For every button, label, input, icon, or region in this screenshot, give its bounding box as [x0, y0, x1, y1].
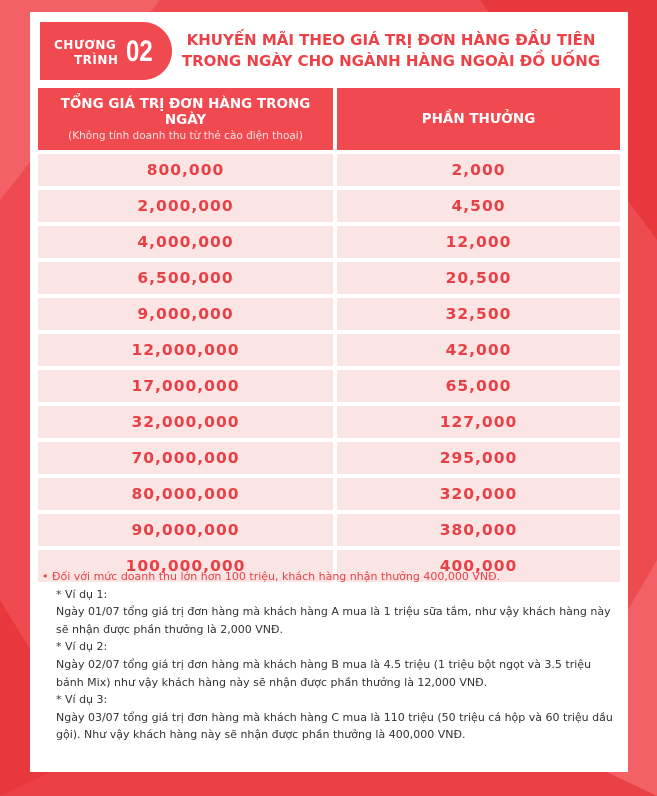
order-value-cell: 17,000,000: [38, 370, 333, 402]
reward-cell: 127,000: [337, 406, 620, 438]
table-row: [38, 514, 620, 546]
order-value-cell: 2,000,000: [38, 190, 333, 222]
order-value-cell: 800,000: [38, 154, 333, 186]
title-line2: TRONG NGÀY CHO NGÀNH HÀNG NGOÀI ĐỒ UỐNG: [181, 52, 601, 70]
header-reward: PHẦN THƯỞNG: [337, 88, 620, 150]
notes-section: [42, 568, 622, 744]
reward-cell: 320,000: [337, 478, 620, 510]
order-value-cell: 4,000,000: [38, 226, 333, 258]
promo-card: [30, 12, 628, 772]
table-row: [38, 154, 620, 186]
order-value-cell: 100,000,000: [38, 550, 333, 582]
header-order-value-label: TỔNG GIÁ TRỊ ĐƠN HÀNG TRONG NGÀY: [60, 96, 311, 128]
table-row: [38, 406, 620, 438]
program-badge: [40, 22, 172, 80]
order-value-cell: 6,500,000: [38, 262, 333, 294]
header-order-value-note: (Không tính doanh thu từ thẻ cào điện thoại): [68, 130, 303, 142]
table-row: [38, 226, 620, 258]
reward-cell: 42,000: [337, 334, 620, 366]
order-value-cell: 12,000,000: [38, 334, 333, 366]
table-row: [38, 478, 620, 510]
badge-number: 02: [126, 35, 153, 68]
example-1-body: Ngày 01/07 tổng giá trị đơn hàng mà khách hàng A mua là 1 triệu sữa tắm, như vậy khách hàng này sẽ nhận được phần thưởng là 2,000 VNĐ.: [56, 605, 611, 636]
example-2-label: * Ví dụ 2:: [56, 640, 108, 654]
example-3-label: * Ví dụ 3:: [56, 693, 108, 707]
table-header-row: [38, 88, 620, 150]
table-row: [38, 190, 620, 222]
reward-cell: 295,000: [337, 442, 620, 474]
title-line1: KHUYẾN MÃI THEO GIÁ TRỊ ĐƠN HÀNG ĐẦU TIÊN: [186, 31, 596, 49]
reward-cell: 400,000: [337, 550, 620, 582]
table-row: [38, 442, 620, 474]
reward-cell: 20,500: [337, 262, 620, 294]
example-1-label: * Ví dụ 1:: [56, 587, 108, 601]
badge-line1: CHƯƠNG: [54, 38, 117, 52]
reward-cell: 380,000: [337, 514, 620, 546]
example-3-body: Ngày 03/07 tổng giá trị đơn hàng mà khách hàng C mua là 110 triệu (50 triệu cá hộp và 60 triệu dầu gội). Như vậy khách hàng này sẽ nhận được phần thưởng là 400,000 VNĐ.: [56, 710, 613, 742]
order-value-cell: 70,000,000: [38, 442, 333, 474]
reward-cell: 2,000: [337, 154, 620, 186]
badge-line2: TRÌNH: [74, 53, 119, 67]
page-title: [166, 30, 616, 72]
note-highlight: • Đối với mức doanh thu lớn hơn 100 triệu, khách hàng nhận thưởng 400,000 VNĐ.: [42, 570, 501, 583]
table-row: [38, 370, 620, 402]
reward-cell: 4,500: [337, 190, 620, 222]
header-order-value: [38, 88, 333, 150]
reward-cell: 32,500: [337, 298, 620, 330]
reward-cell: 12,000: [337, 226, 620, 258]
table-row: [38, 334, 620, 366]
order-value-cell: 80,000,000: [38, 478, 333, 510]
order-value-cell: 32,000,000: [38, 406, 333, 438]
order-value-cell: 9,000,000: [38, 298, 333, 330]
reward-table: [34, 84, 624, 586]
order-value-cell: 90,000,000: [38, 514, 333, 546]
table-row: [38, 262, 620, 294]
reward-cell: 65,000: [337, 370, 620, 402]
example-2-body: Ngày 02/07 tổng giá trị đơn hàng mà khách hàng B mua là 4.5 triệu (1 triệu bột ngọt và 3.5 triệu bánh Mix) như vậy khách hàng này sẽ nhận được phần thưởng là 12,000 VNĐ.: [56, 657, 592, 689]
table-row: [38, 298, 620, 330]
